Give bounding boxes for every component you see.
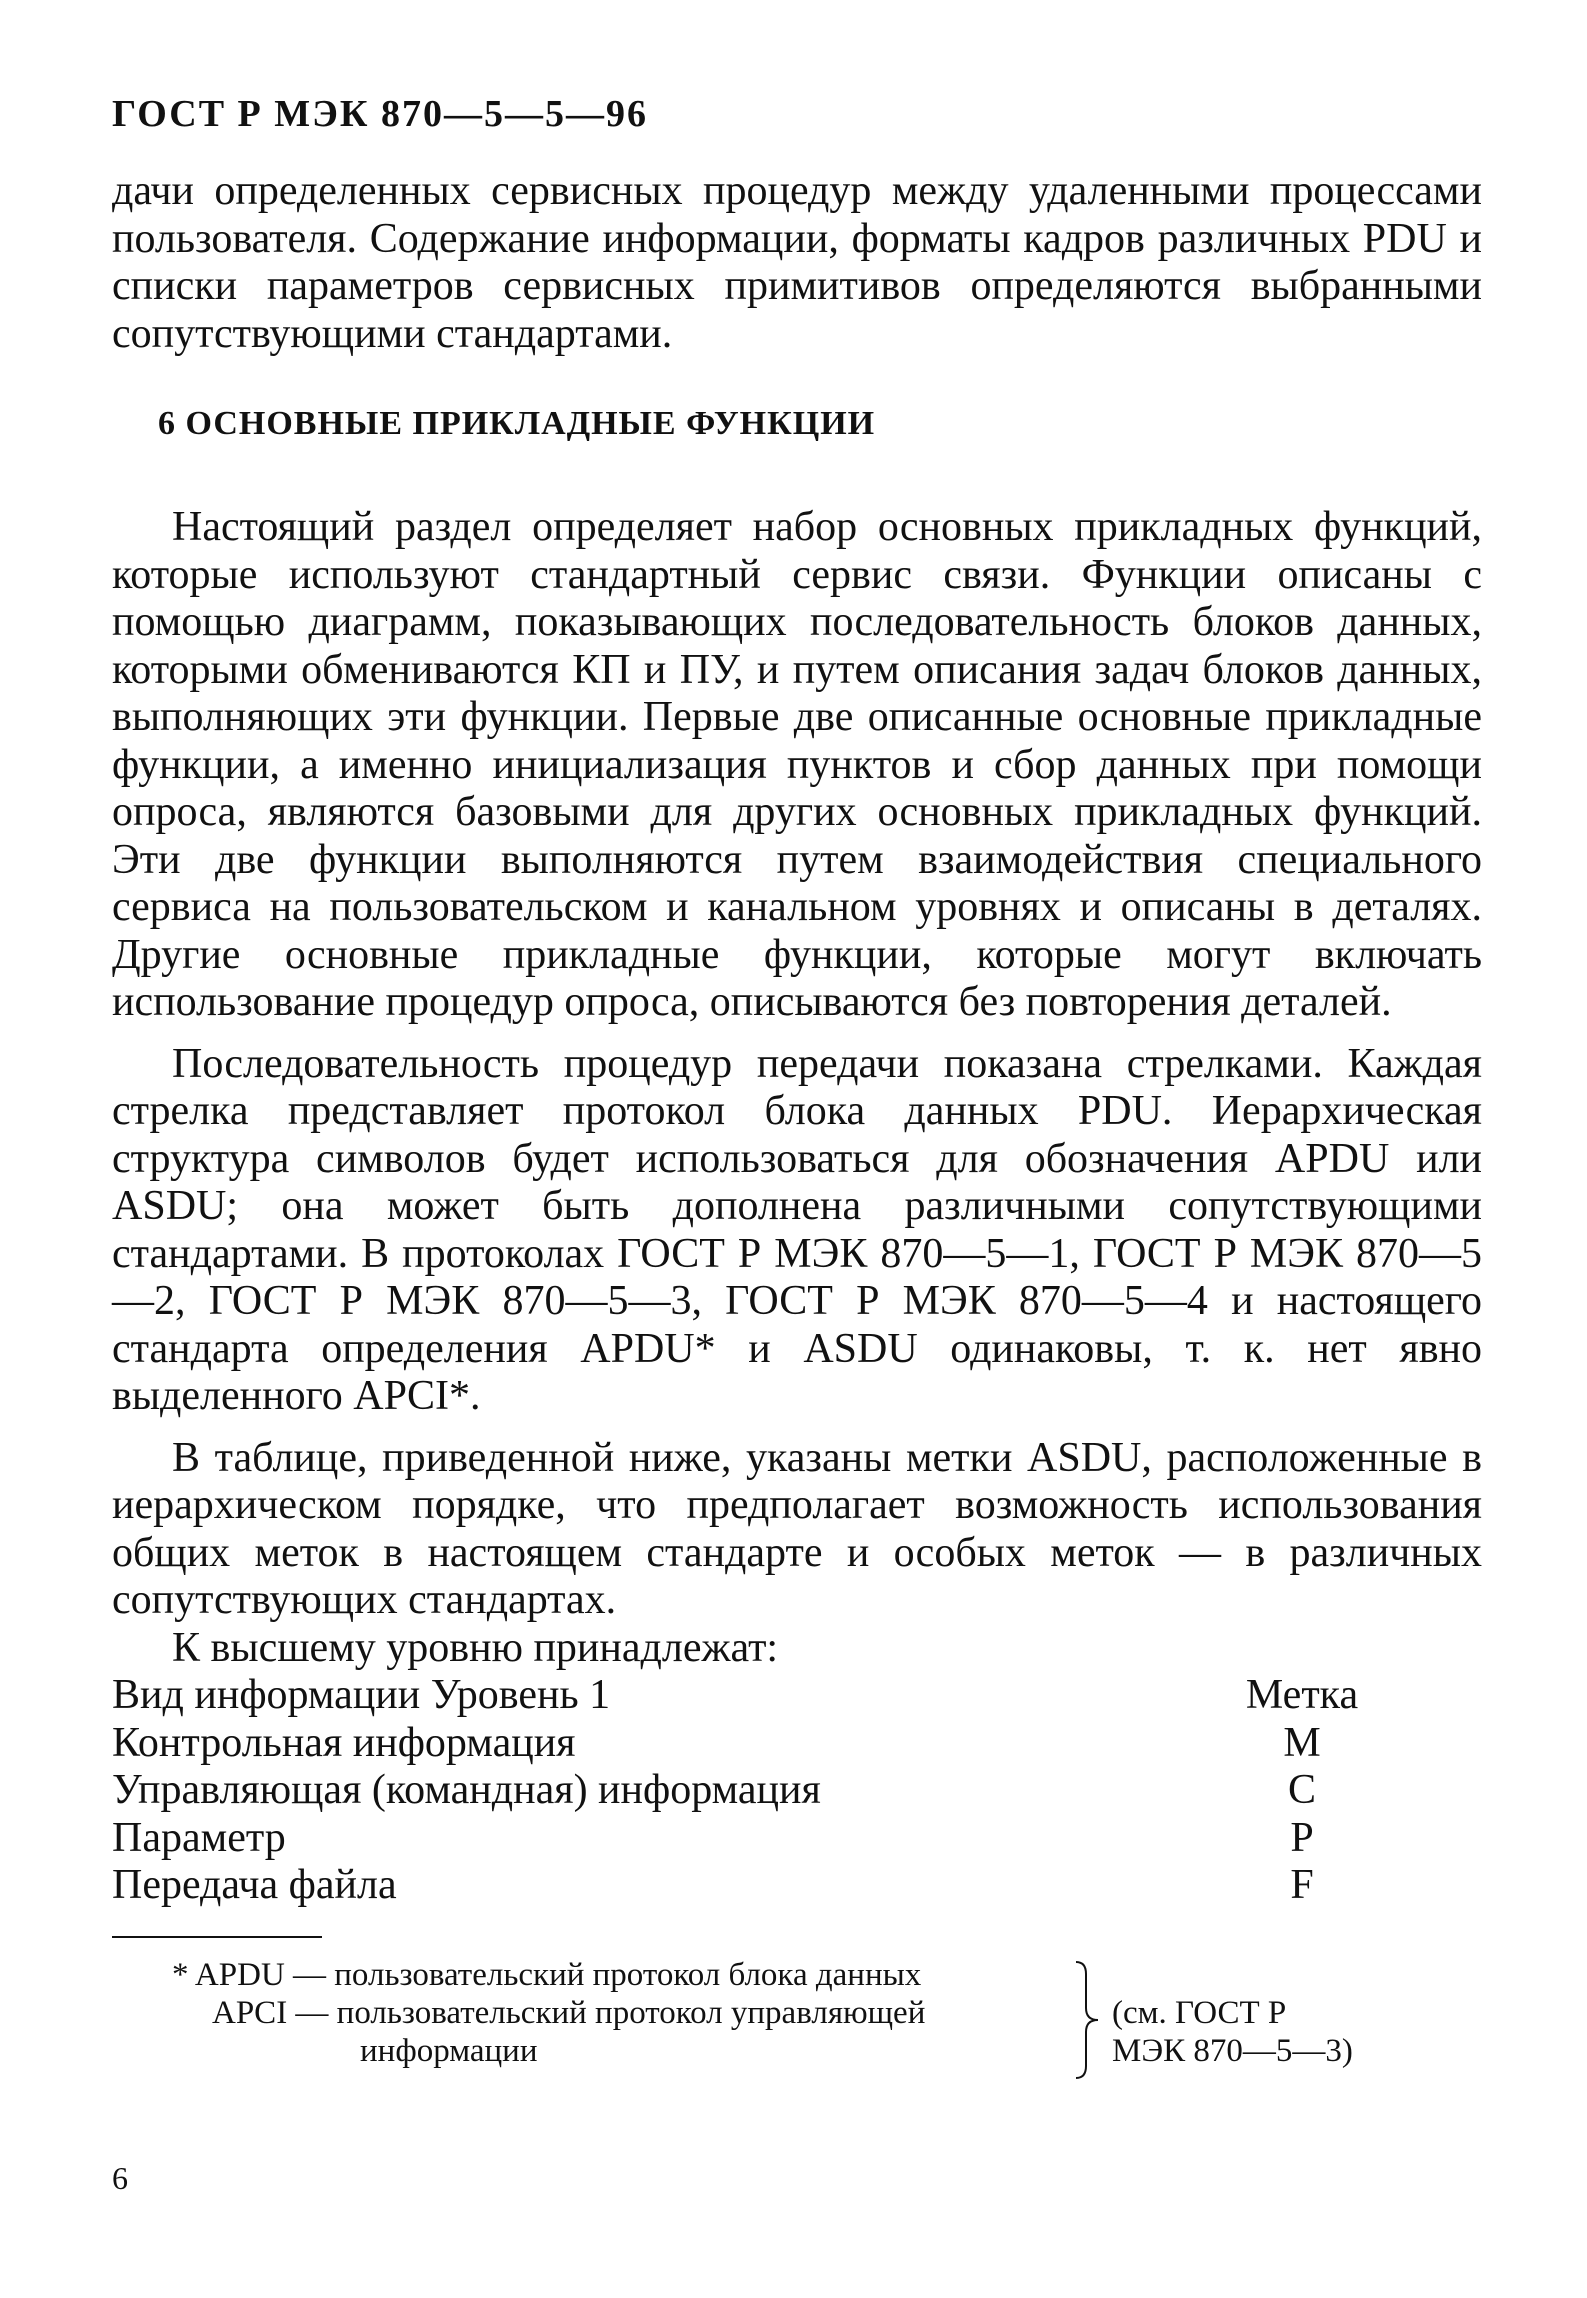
levels-table	[112, 1672, 1372, 1910]
levels-row	[112, 1862, 1372, 1910]
paragraph-3: В таблице, приведенной ниже, указаны метки ASDU, расположенные в иерархическом порядке, что предполагает возможность использования общих меток в настоящем стандарте и особых меток — в различных сопутствующих стандартах.	[112, 1434, 1482, 1623]
paragraph-2: Последовательность процедур передачи показана стрелками. Каждая стрелка представляет протокол блока данных PDU. Иерархическая структура символов будет использоваться для обозначения APDU или ASDU; она может быть дополнена различными сопутствующими стандартами. В протоколах ГОСТ Р МЭК 870—5—1, ГОСТ Р МЭК 870—5—2, ГОСТ Р МЭК 870—5—3, ГОСТ Р МЭК 870—5—4 и настоящего стандарта определения APDU* и ASDU одинаковы, т. к. нет явно выделенного APCI*.	[112, 1040, 1482, 1419]
footnote-reference-2: МЭК 870—5—3)	[1112, 2032, 1353, 2069]
document-page	[112, 90, 1482, 2086]
footnote-line-2: APCI — пользовательский протокол управляющей	[212, 1994, 926, 2031]
level-mark: F	[1290, 1862, 1314, 1908]
level-label: Контрольная информация	[112, 1719, 576, 1766]
levels-intro: К высшему уровню принадлежат:	[172, 1624, 779, 1671]
section-title: 6 ОСНОВНЫЕ ПРИКЛАДНЫЕ ФУНКЦИИ	[158, 405, 876, 442]
footnote-line-1: * APDU — пользовательский протокол блока данных	[172, 1956, 922, 1993]
paragraph-1: Настоящий раздел определяет набор основных прикладных функций, которые используют стандартный сервис связи. Функции описаны с помощью диаграмм, показывающих последовательность блоков данных, которыми обмениваются КП и ПУ, и путем описания задач блоков данных, выполняющих эти функции. Первые две описанные основные прикладные функции, а именно инициализация пунктов и сбор данных при помощи опроса, являются базовыми для других основных прикладных функций. Эти две функции выполняются путем взаимодействия специального сервиса на пользовательском и канальном уровнях и описаны в деталях. Другие основные прикладные функции, которые могут включать использование процедур опроса, описываются без повторения деталей.	[112, 504, 1482, 1025]
level-mark: C	[1287, 1767, 1316, 1813]
levels-header-label: Вид информации Уровень 1	[112, 1672, 611, 1718]
footnote-line-3: информации	[360, 2032, 538, 2069]
levels-row	[112, 1767, 1372, 1815]
page-number: 6	[112, 2160, 128, 2196]
footnote-divider	[112, 1936, 322, 1938]
levels-header-mark: Метка	[1245, 1672, 1359, 1718]
level-mark: P	[1290, 1814, 1314, 1861]
level-label: Параметр	[112, 1814, 286, 1861]
levels-header-row	[112, 1672, 1372, 1720]
level-label: Передача файла	[112, 1862, 397, 1908]
document-header: ГОСТ Р МЭК 870—5—5—96	[112, 93, 648, 135]
footnote-reference-1: (см. ГОСТ Р	[1112, 1994, 1287, 2031]
level-label: Управляющая (командная) информация	[112, 1767, 821, 1813]
level-mark: M	[1283, 1719, 1321, 1766]
levels-row	[112, 1720, 1372, 1768]
paragraph-continuation: дачи определенных сервисных процедур между удаленными процессами пользователя. Содержание информации, форматы кадров различных PDU и списки параметров сервисных примитивов определяются выбранными сопутствующими стандартами.	[112, 168, 1482, 357]
levels-row	[112, 1815, 1372, 1863]
footnote	[112, 1956, 1482, 2086]
right-brace-icon	[1072, 1960, 1102, 2080]
